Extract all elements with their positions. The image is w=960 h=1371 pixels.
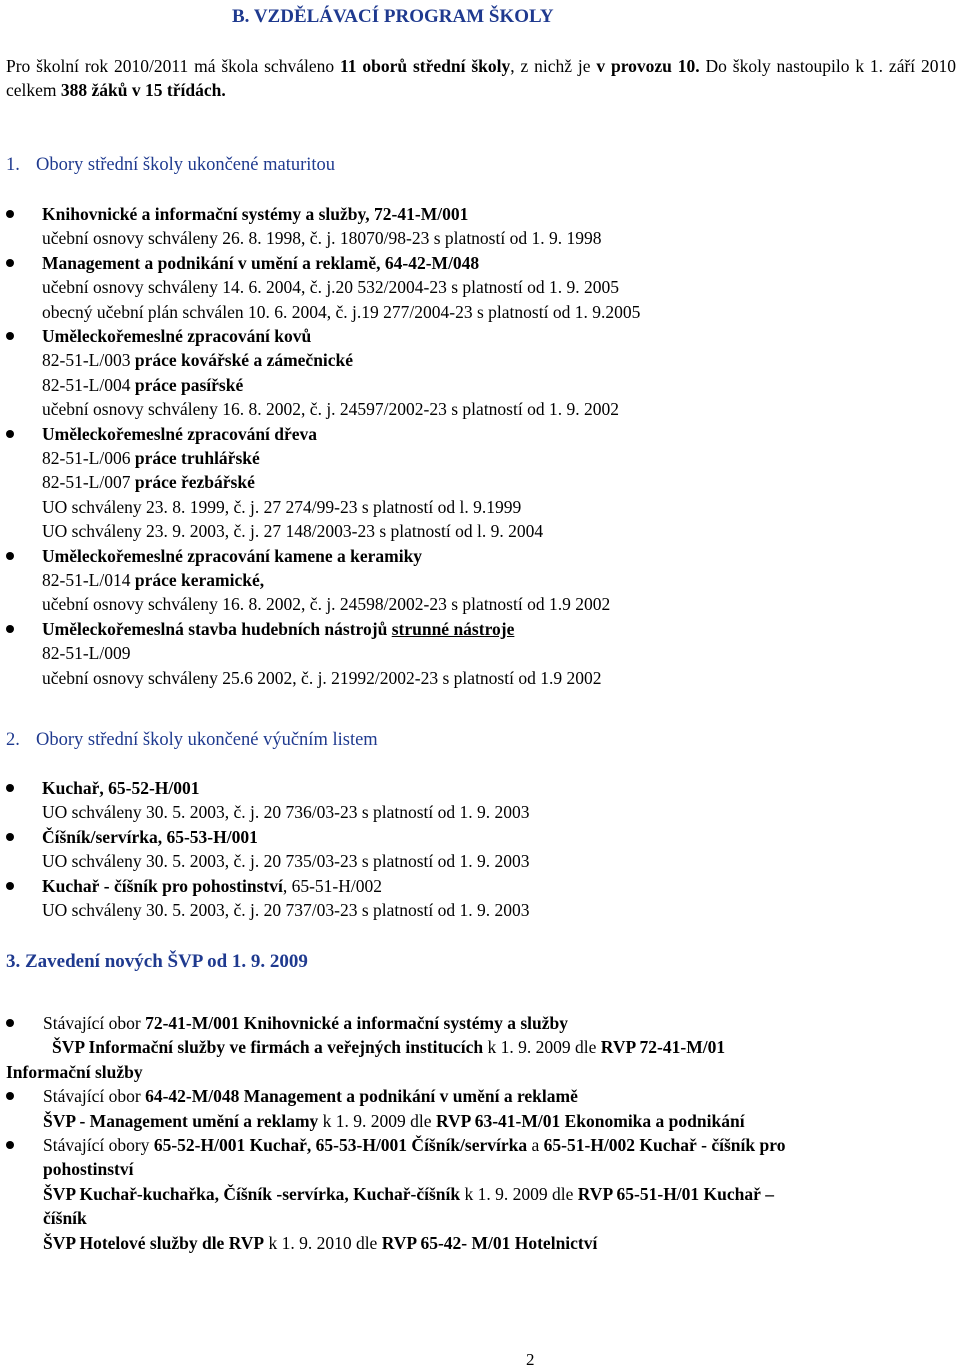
- program-line-text: [42, 252, 479, 274]
- program-line-text: [42, 301, 640, 323]
- svp-line-text: [43, 1183, 774, 1205]
- svp-line-text: [43, 1232, 597, 1254]
- section-2-number: 2.: [6, 730, 20, 750]
- text-run: obecný učební plán schválen 10. 6. 2004, č. j.19 277/2004-23 s platností od 1. 9.2005: [42, 301, 641, 322]
- section-2-title: Obory střední školy ukončené výučním listem: [36, 730, 378, 750]
- text-run: 82-51-L/003: [42, 350, 135, 371]
- text-run: Uměleckořemeslné zpracování kamene a keramiky: [42, 545, 423, 566]
- text-run: strunné nástroje: [391, 618, 515, 639]
- text-run: Uměleckořemeslné zpracování dřeva: [42, 423, 318, 444]
- program-line-text: [42, 325, 311, 347]
- text-run: Uměleckořemeslné zpracování kovů: [42, 326, 312, 346]
- bullet-icon: [5, 1134, 15, 1156]
- vocational-line-text: [42, 875, 382, 897]
- text-run: k 1. 9. 2009 dle: [483, 1037, 601, 1058]
- text-run: Stávající obor: [43, 1013, 146, 1033]
- bullet-icon: [5, 618, 15, 640]
- text-run: UO schváleny 23. 9. 2003, č. j. 27 148/2003-23 s platností od l. 9. 2004: [42, 521, 544, 542]
- text-run: UO schváleny 30. 5. 2003, č. j. 20 736/03-23 s platností od 1. 9. 2003: [42, 802, 530, 823]
- text-run: RVP 65-42- M/01 Hotelnictví: [381, 1232, 598, 1253]
- bullet-icon: [5, 325, 15, 347]
- bullet-icon: [5, 203, 15, 225]
- program-line-text: [42, 593, 610, 615]
- text-run: práce truhlářské: [134, 448, 260, 468]
- text-run: Stávající obory: [43, 1135, 154, 1155]
- text-run: učební osnovy schváleny 16. 8. 2002, č. j. 24598/2002-23 s platností od 1.9 2002: [42, 594, 611, 615]
- text-run: 82-51-L/006: [42, 448, 135, 468]
- text-run: učební osnovy schváleny 14. 6. 2004, č. j.20 532/2004-23 s platností od 1. 9. 2005: [42, 277, 619, 298]
- text-run: Uměleckořemeslná stavba hudebních nástrojů: [42, 618, 392, 639]
- text-run: ŠVP Kuchař-kuchařka, Číšník -servírka, Kuchař-číšník: [43, 1183, 461, 1204]
- text-run: Číšník/servírka, 65-53-H/001: [42, 826, 258, 847]
- text-run: učební osnovy schváleny 25.6 2002, č. j. 21992/2002-23 s platností od 1.9 2002: [42, 667, 602, 688]
- intro-paragraph: [6, 54, 956, 102]
- text-run: Stávající obor: [43, 1086, 146, 1107]
- program-line-text: [42, 227, 601, 249]
- text-run: k 1. 9. 2009 dle: [318, 1110, 436, 1131]
- program-line-text: [42, 276, 619, 298]
- program-line-text: [42, 398, 619, 420]
- program-line-text: [42, 569, 264, 591]
- program-line-text: [42, 471, 255, 493]
- svp-line-text: [43, 1085, 578, 1107]
- svp-line-text: [43, 1012, 568, 1034]
- text-run: 64-42-M/048 Management a podnikání v umění a reklamě: [145, 1086, 578, 1107]
- text-run: práce řezbářské: [134, 472, 255, 493]
- text-run: UO schváleny 30. 5. 2003, č. j. 20 735/03-23 s platností od 1. 9. 2003: [42, 851, 530, 872]
- text-run: 82-51-L/004: [42, 374, 135, 395]
- text-run: ŠVP - Management umění a reklamy: [43, 1110, 319, 1131]
- section-2-heading: [6, 729, 378, 751]
- bullet-icon: [5, 875, 15, 897]
- bullet-icon: [5, 545, 15, 567]
- text-run: 65-52-H/001 Kuchař, 65-53-H/001 Číšník/servírka: [153, 1135, 528, 1155]
- text-run: 65-51-H/002 Kuchař - číšník pro: [543, 1135, 786, 1155]
- section-3-heading: 3. Zavedení nových ŠVP od 1. 9. 2009: [6, 951, 308, 972]
- text-run: pohostinství: [43, 1159, 134, 1180]
- text-run: učební osnovy schváleny 26. 8. 1998, č. j. 18070/98-23 s platností od 1. 9. 1998: [42, 228, 602, 249]
- text-run: práce kovářské a zámečnické: [134, 350, 354, 371]
- program-line-text: [42, 545, 422, 567]
- program-line-text: [42, 520, 543, 542]
- svp-line-text: [43, 1207, 87, 1229]
- text-run: k 1. 9. 2009 dle: [460, 1183, 578, 1204]
- bullet-icon: [5, 423, 15, 445]
- text-run: Pro školní rok 2010/2011 má škola schváleno: [6, 56, 340, 76]
- text-run: UO schváleny 30. 5. 2003, č. j. 20 737/03-23 s platností od 1. 9. 2003: [42, 900, 530, 920]
- text-run: v provozu 10.: [596, 56, 700, 76]
- vocational-line-text: [42, 826, 258, 848]
- vocational-line-text: [42, 850, 530, 872]
- program-line-text: [42, 349, 353, 371]
- text-run: Do školy nastoupilo k 1. září 2010 celkem: [6, 56, 957, 100]
- text-run: ŠVP Informační služby ve firmách a veřejných institucích: [52, 1037, 484, 1058]
- section-1-number: 1.: [6, 155, 20, 175]
- program-line-text: [42, 447, 260, 469]
- text-run: práce pasířské: [134, 374, 244, 395]
- svp-line-text: [6, 1061, 143, 1083]
- page-title: B. VZDĚLÁVACÍ PROGRAM ŠKOLY: [232, 6, 554, 27]
- text-run: 388 žáků v 15 třídách.: [60, 80, 226, 100]
- text-run: práce keramické,: [134, 570, 265, 590]
- text-run: UO schváleny 23. 8. 1999, č. j. 27 274/99-23 s platností od l. 9.1999: [42, 496, 522, 517]
- program-line-text: [42, 667, 601, 689]
- text-run: 11 oborů střední školy: [339, 56, 511, 76]
- text-run: Informační služby: [6, 1061, 143, 1082]
- program-line-text: [42, 374, 243, 396]
- svp-line-text: [52, 1036, 725, 1058]
- text-run: , 65-51-H/002: [282, 875, 382, 896]
- program-line-text: [42, 423, 317, 445]
- bullet-icon: [5, 826, 15, 848]
- svp-line-text: [43, 1158, 133, 1180]
- bullet-icon: [5, 1085, 15, 1107]
- text-run: RVP 63-41-M/01 Ekonomika a podnikání: [435, 1110, 745, 1131]
- text-run: a: [527, 1135, 544, 1155]
- text-run: 82-51-L/009: [42, 643, 131, 664]
- text-run: Kuchař - číšník pro pohostinství: [42, 875, 283, 896]
- section-1-title: Obory střední školy ukončené maturitou: [36, 155, 336, 175]
- text-run: 82-51-L/014: [42, 570, 135, 590]
- svp-line-text: [43, 1110, 745, 1132]
- svp-line-text: [43, 1134, 785, 1156]
- text-run: RVP 65-51-H/01 Kuchař –: [577, 1183, 775, 1204]
- text-run: Management a podnikání v umění a reklamě, 64-42-M/048: [42, 252, 480, 273]
- text-run: Kuchař, 65-52-H/001: [42, 778, 200, 798]
- program-line-text: [42, 496, 521, 518]
- vocational-line-text: [42, 899, 530, 921]
- section-1-heading: [6, 154, 335, 176]
- bullet-icon: [5, 252, 15, 274]
- bullet-icon: [5, 1012, 15, 1034]
- text-run: , z nichž je: [510, 56, 597, 76]
- text-run: Knihovnické a informační systémy a služby, 72-41-M/001: [42, 204, 469, 224]
- bullet-icon: [5, 777, 15, 799]
- program-line-text: [42, 203, 468, 225]
- program-line-text: [42, 642, 130, 664]
- text-run: 72-41-M/001 Knihovnické a informační systémy a služby: [145, 1013, 568, 1033]
- text-run: RVP 72-41-M/01: [600, 1037, 726, 1058]
- text-run: učební osnovy schváleny 16. 8. 2002, č. j. 24597/2002-23 s platností od 1. 9. 2002: [42, 399, 619, 420]
- vocational-line-text: [42, 777, 200, 799]
- text-run: 82-51-L/007: [42, 472, 135, 493]
- program-line-text: [42, 618, 514, 640]
- text-run: k 1. 9. 2010 dle: [264, 1232, 382, 1253]
- vocational-line-text: [42, 801, 530, 823]
- text-run: číšník: [43, 1208, 87, 1229]
- page-number: 2: [526, 1350, 535, 1369]
- text-run: ŠVP Hotelové služby dle RVP: [43, 1232, 265, 1253]
